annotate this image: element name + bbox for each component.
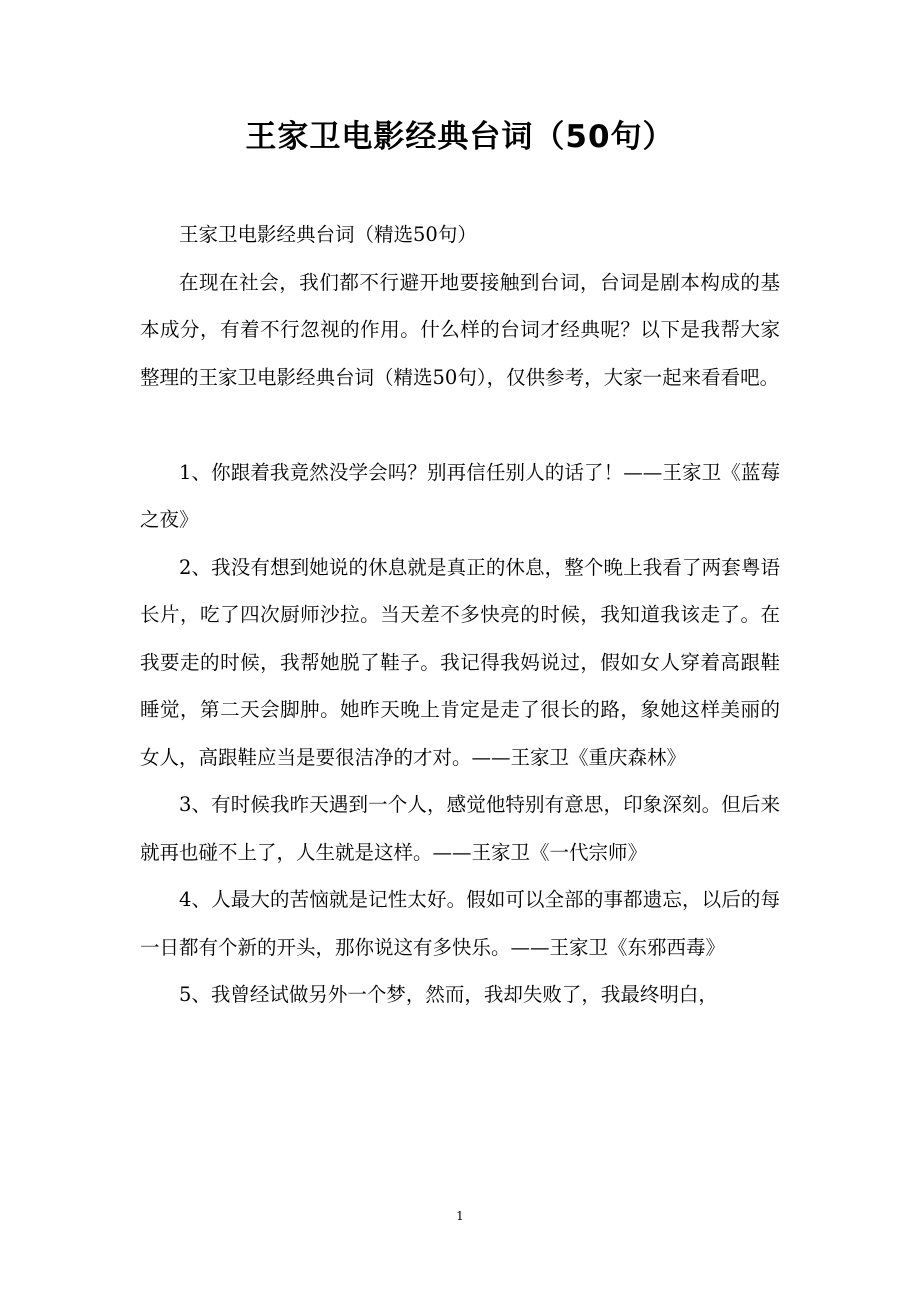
quote-paragraph-3: 3、有时候我昨天遇到一个人，感觉他特别有意思，印象深刻。但后来就再也碰不上了，人生就是这样。——王家卫《一代宗师》 (140, 793, 780, 864)
page-number: 1 (456, 1209, 464, 1223)
intro-paragraph: 在现在社会，我们都不行避开地要接触到台词，台词是剧本构成的基本成分，有着不行忽视的作用。什么样的台词才经典呢？以下是我帮大家整理的王家卫电影经典台词（精选50句），仅供参考，大家一起来看看吧。 (140, 270, 780, 389)
subtitle-paragraph: 王家卫电影经典台词（精选50句） (179, 223, 477, 246)
quote-paragraph-5: 5、我曾经试做另外一个梦，然而，我却失败了，我最终明白， (179, 983, 718, 1006)
quote-paragraph-2: 2、我没有想到她说的休息就是真正的休息，整个晚上我看了两套粤语长片，吃了四次厨师沙拉。当天差不多快亮的时候，我知道我该走了。在我要走的时候，我帮她脱了鞋子。我记得我妈说过，假如女人穿着高跟鞋睡觉，第二天会脚肿。她昨天晚上肯定是走了很长的路，象她这样美丽的女人，高跟鞋应当是要很洁净的才对。——王家卫《重庆森林》 (140, 555, 780, 769)
document-body (140, 211, 780, 1019)
paragraph-spacer (140, 401, 780, 449)
quote-paragraph-1: 1、你跟着我竟然没学会吗？别再信任别人的话了！——王家卫《蓝莓之夜》 (140, 460, 780, 531)
quote-paragraph-4: 4、人最大的苦恼就是记性太好。假如可以全部的事都遗忘，以后的每一日都有个新的开头，那你说这有多快乐。——王家卫《东邪西毒》 (140, 888, 780, 959)
document-title: 王家卫电影经典台词（50句） (245, 119, 675, 155)
